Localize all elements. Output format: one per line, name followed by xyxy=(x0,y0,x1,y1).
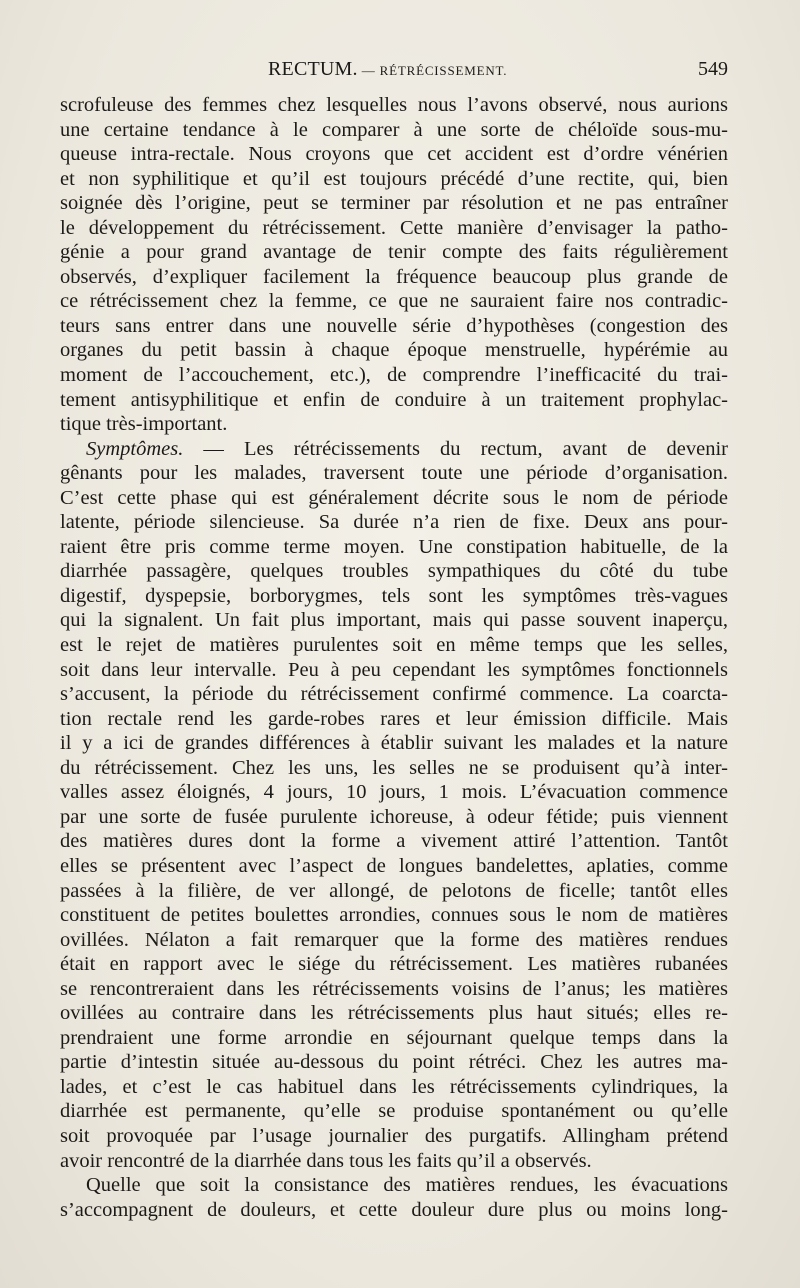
text-line: valles assez éloignés, 4 jours, 10 jours, 1 mois. L’évacuation commence xyxy=(60,781,728,804)
text-line: lades, et c’est le cas habituel dans les rétrécissements cylindriques, la xyxy=(60,1075,728,1098)
text-line: ovillées. Nélaton a fait remarquer que la forme des matières rendues xyxy=(60,928,728,951)
running-title-main: RECTUM. xyxy=(268,58,358,80)
section-lead: Symptômes. xyxy=(86,437,184,460)
text-line: organes du petit bassin à chaque époque menstruelle, hypérémie au xyxy=(60,339,728,362)
text-line: gênants pour les malades, traversent toute une période d’organisation. xyxy=(60,462,728,485)
text-line: soit dans leur intervalle. Peu à peu cependant les symptômes fonctionnels xyxy=(60,658,728,681)
text-line: latente, période silencieuse. Sa durée n’a rien de fixe. Deux ans pour- xyxy=(60,511,728,534)
text-line: une certaine tendance à le comparer à une sorte de chéloïde sous-mu- xyxy=(60,118,728,141)
text-line: partie d’intestin située au-dessous du point rétréci. Chez les autres ma- xyxy=(60,1051,728,1074)
body-text xyxy=(60,93,728,1222)
text-line: tion rectale rend les garde-robes rares et leur émission difficile. Mais xyxy=(60,707,728,730)
text-line xyxy=(60,437,728,462)
text-line: prendraient une forme arrondie en séjournant quelque temps dans la xyxy=(60,1026,728,1049)
text-line: elles se présentent avec l’aspect de longues bandelettes, aplaties, comme xyxy=(60,854,728,877)
text-line: C’est cette phase qui est généralement décrite sous le nom de période xyxy=(60,486,728,509)
text-line: par une sorte de fusée purulente ichoreuse, à odeur fétide; puis viennent xyxy=(60,805,728,828)
text-line: génie a pour grand avantage de tenir compte des faits régulièrement xyxy=(60,241,728,264)
text-line: diarrhée passagère, quelques troubles sympathiques du côté du tube xyxy=(60,560,728,583)
text-line: il y a ici de grandes différences à établir suivant les malades et la nature xyxy=(60,732,728,755)
text-line: ovillées au contraire dans les rétrécissements plus haut situés; elles re- xyxy=(60,1002,728,1025)
text-line: soignée dès l’origine, peut se terminer par résolution et ne pas entraîner xyxy=(60,192,728,215)
text-line: constituent de petites boulettes arrondies, connues sous le nom de matières xyxy=(60,904,728,927)
text-line: queuse intra-rectale. Nous croyons que cet accident est d’ordre vénérien xyxy=(60,143,728,166)
text-line: tique très-important. xyxy=(60,413,228,436)
text-line: Quelle que soit la consistance des matières rendues, les évacuations xyxy=(86,1174,728,1197)
text-line: du rétrécissement. Chez les uns, les selles ne se produisent qu’à inter- xyxy=(60,756,728,779)
text-line: est le rejet de matières purulentes soit en même temps que les selles, xyxy=(60,634,728,657)
text-line: diarrhée est permanente, qu’elle se produise spontanément ou qu’elle xyxy=(60,1100,728,1123)
text-line: digestif, dyspepsie, borborygmes, tels sont les symptômes très-vagues xyxy=(60,584,728,607)
text-line: avoir rencontré de la diarrhée dans tous les faits qu’il a observés. xyxy=(60,1149,592,1172)
page-number: 549 xyxy=(698,58,728,80)
text-line: observés, d’expliquer facilement la fréquence beaucoup plus grande de xyxy=(60,265,728,288)
running-title xyxy=(268,58,507,81)
section-lead-rest: — Les rétrécissements du rectum, avant de devenir xyxy=(183,437,728,460)
paragraph-symptomes xyxy=(60,437,728,1173)
text-line: raient être pris comme terme moyen. Une constipation habituelle, de la xyxy=(60,535,728,558)
text-line: qui la signalent. Un fait plus important, mais qui passe souvent inaperçu, xyxy=(60,609,728,632)
text-line: des matières dures dont la forme a vivement attiré l’attention. Tantôt xyxy=(60,830,728,853)
text-line: scrofuleuse des femmes chez lesquelles nous l’avons observé, nous aurions xyxy=(60,94,728,116)
running-header xyxy=(60,58,728,86)
text-line: tement antisyphilitique et enfin de conduire à un traitement prophylac- xyxy=(60,388,728,411)
running-title-sub: — RÉTRÉCISSEMENT. xyxy=(357,63,508,78)
text-line: le développement du rétrécissement. Cette manière d’envisager la patho- xyxy=(60,216,728,239)
text-line: s’accusent, la période du rétrécissement confirmé commence. La coarcta- xyxy=(60,683,728,706)
paragraph-douleurs xyxy=(60,1173,728,1222)
text-line: s’accompagnent de douleurs, et cette douleur dure plus ou moins long- xyxy=(60,1198,728,1221)
text-line: moment de l’accouchement, etc.), de comprendre l’inefficacité du trai- xyxy=(60,364,728,387)
text-line: soit provoquée par l’usage journalier des purgatifs. Allingham prétend xyxy=(60,1124,728,1147)
text-line: ce rétrécissement chez la femme, ce que ne sauraient faire nos contradic- xyxy=(60,290,728,313)
text-line: teurs sans entrer dans une nouvelle série d’hypothèses (congestion des xyxy=(60,314,728,337)
text-line: était en rapport avec le siége du rétrécissement. Les matières rubanées xyxy=(60,953,728,976)
text-line: passées à la filière, de ver allongé, de pelotons de ficelle; tantôt elles xyxy=(60,879,728,902)
paragraph-continued xyxy=(60,93,728,437)
text-line: et non syphilitique et qu’il est toujours précédé d’une rectite, qui, bien xyxy=(60,167,728,190)
text-line: se rencontreraient dans les rétrécissements voisins de l’anus; les matières xyxy=(60,977,728,1000)
